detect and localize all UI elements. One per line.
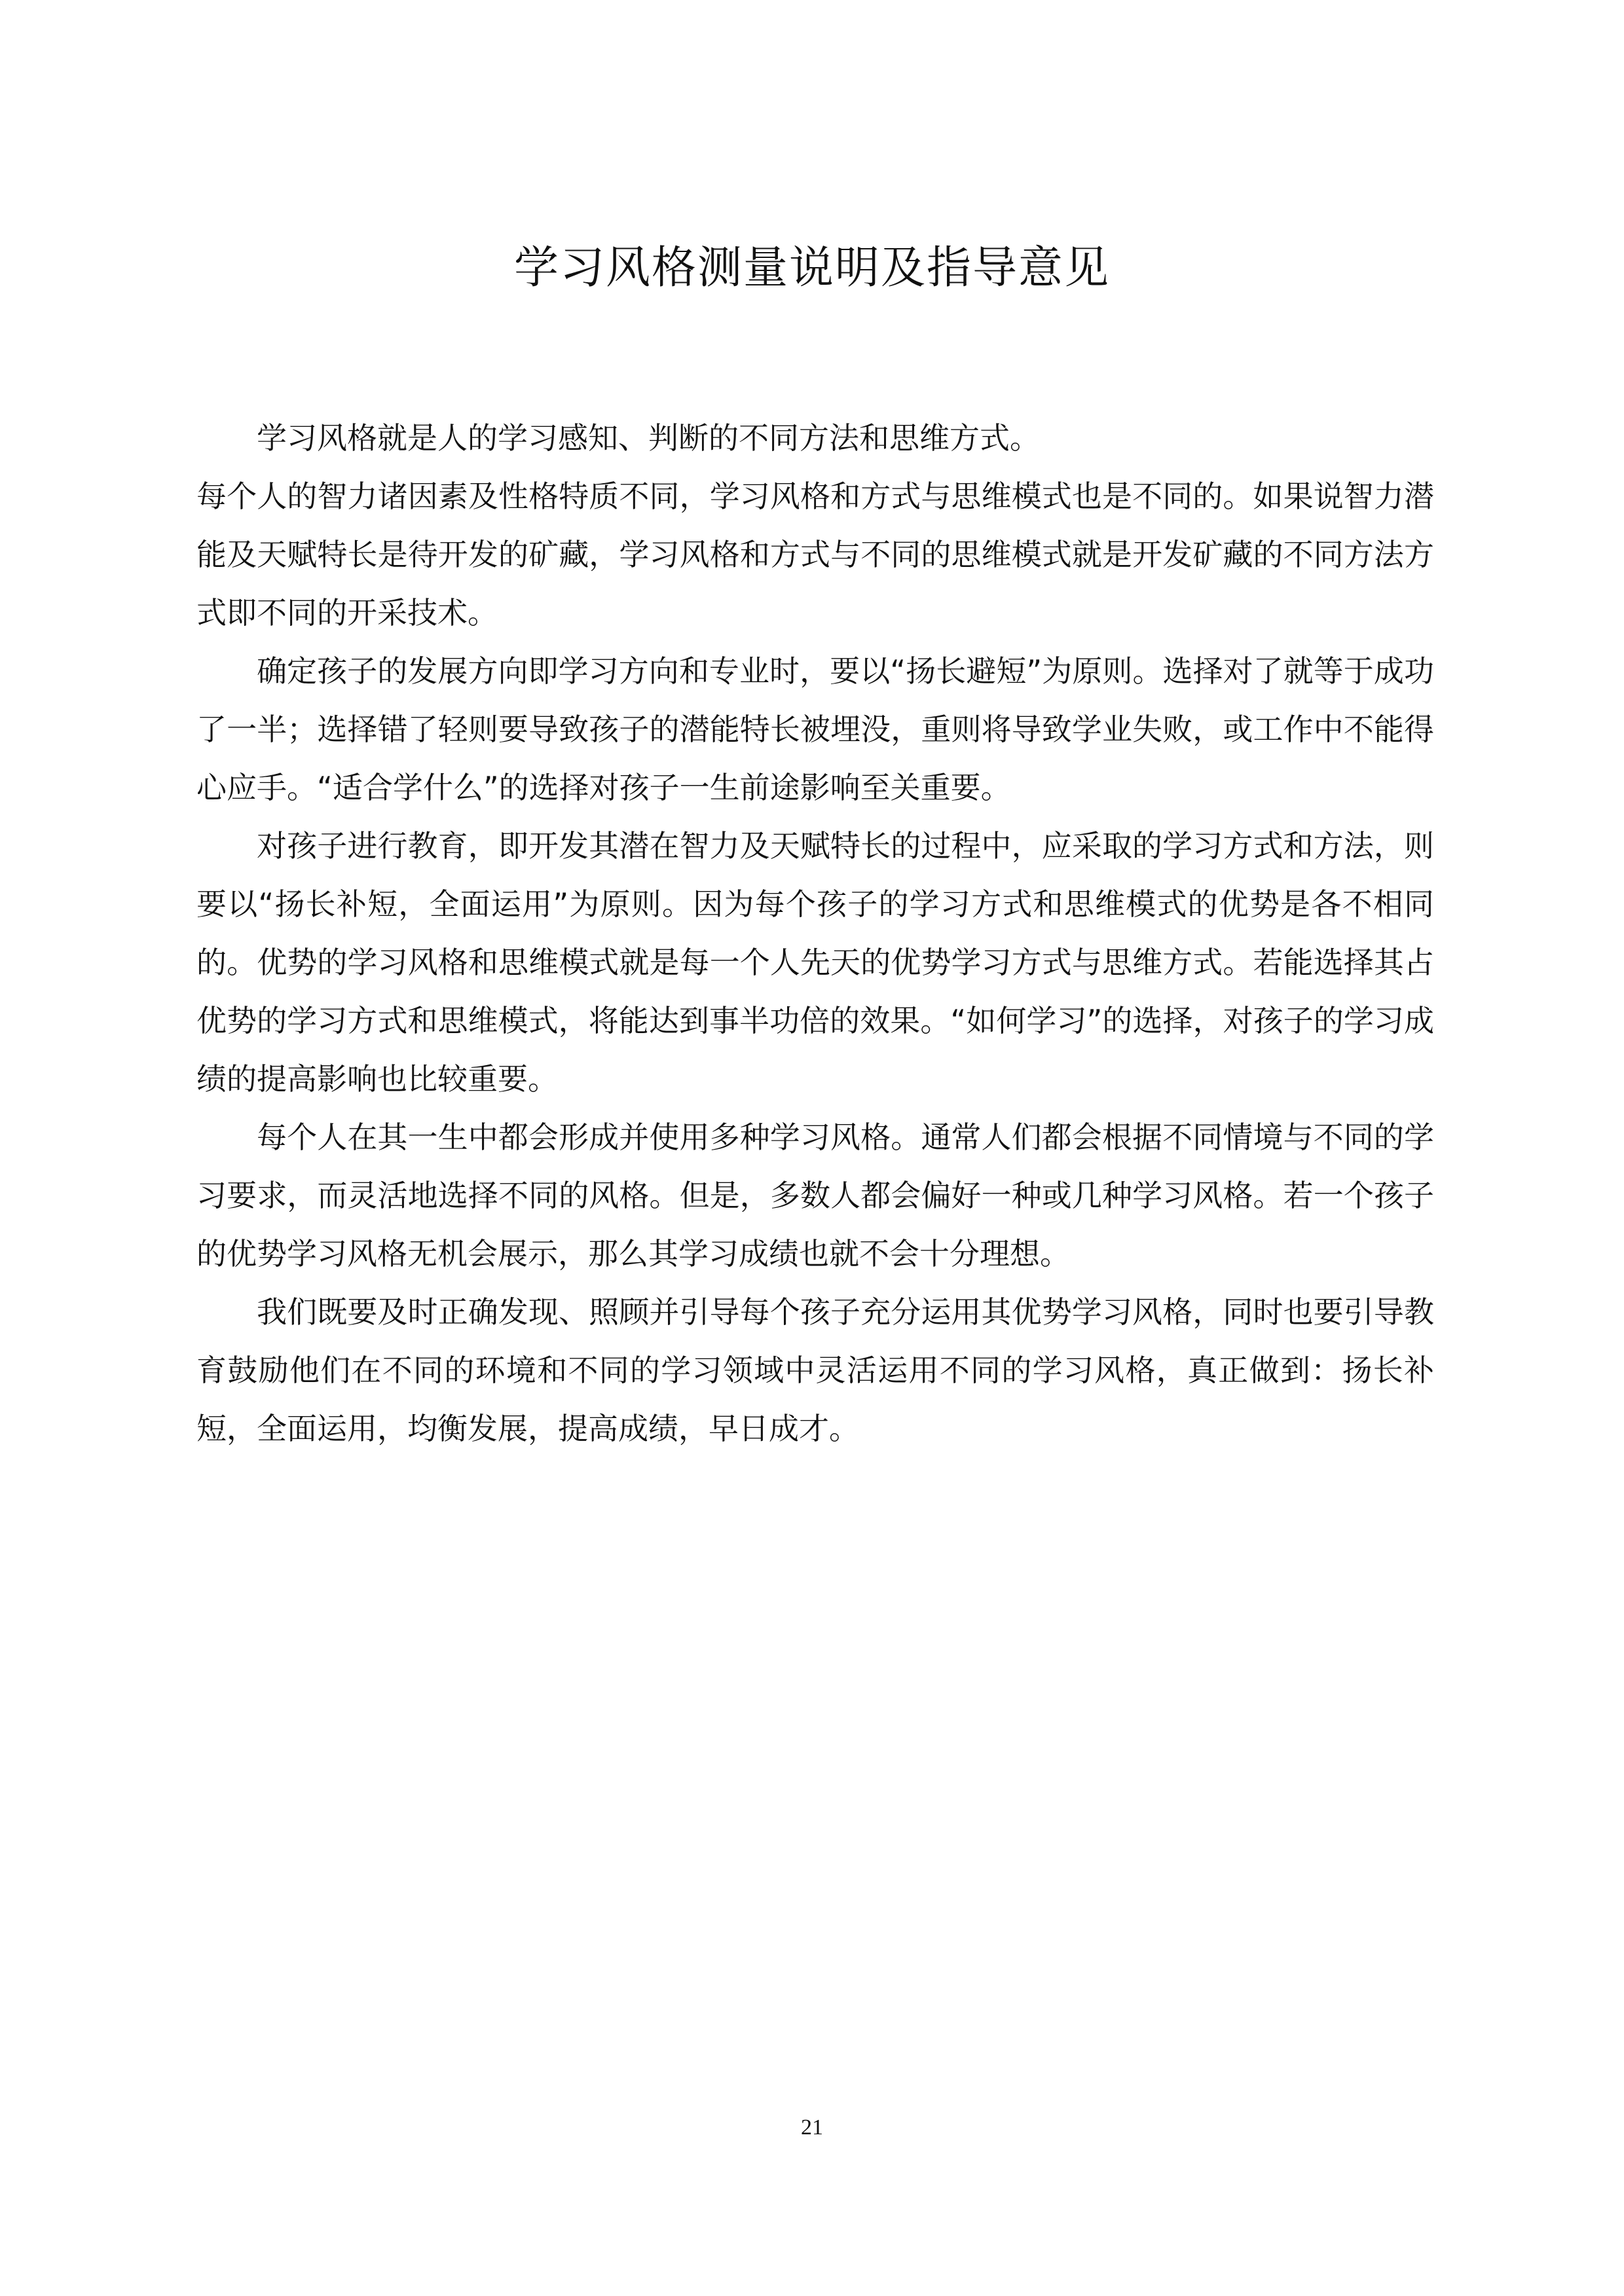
paragraph-styles: 每个人在其一生中都会形成并使用多种学习风格。通常人们都会根据不同情境与不同的学习要求，而灵活地选择不同的风格。但是，多数人都会偏好一种或几种学习风格。若一个孩子的优势学习风格无机会展示，那么其学习成绩也就不会十分理想。 — [196, 1120, 1434, 1271]
direction-principle-text: 确定孩子的发展方向即学习方向和专业时，要以“扬长避短”为原则 — [257, 653, 1133, 689]
guidance-detail-text: 我们既要及时正确发现、照顾并引导每个孩子充分运用其优势学习风格，同时也要引导教育鼓励他们在不同的环境和不同的学习领域中灵活运用不同的学习风格，真正做到： — [196, 1294, 1434, 1388]
education-principle-text: 对孩子进行教育，即开发其潜在智力及天赋特长的过程中，应采取的学习方式和方法，则要以“扬长补短，全面运用”为原则 — [196, 828, 1434, 922]
guidance-conclusion-text: 扬长补短，全面运用，均衡发展，提高成绩，早日成才。 — [196, 1353, 1435, 1446]
paragraph-direction — [196, 642, 1434, 817]
direction-conclusion-text: “适合学什么”的选择对孩子一生前途影响至关重要。 — [317, 770, 1011, 805]
direction-detail-text: 。选择对了就等于成功了一半；选择错了轻则要导致孩子的潜能特长被埋没，重则将导致学业失败，或工作中不能得心应手。 — [196, 653, 1434, 805]
page-title: 学习风格测量说明及指导意见 — [513, 242, 1110, 294]
paragraph-guidance — [196, 1283, 1434, 1458]
paragraph-education — [196, 817, 1434, 1108]
paragraph-intelligence: 每个人的智力诸因素及性格特质不同，学习风格和方式与思维模式也是不同的。如果说智力潜能及天赋特长是待开发的矿藏，学习风格和方式与不同的思维模式就是开发矿藏的不同方法方式即不同的开采技术。 — [196, 479, 1434, 630]
education-detail-text: 。因为每个孩子的学习方式和思维模式的优势是各不相同的。优势的学习风格和思维模式就是每一个人先天的优势学习方式与思维方式。若能选择其占优势的学习方式和思维模式，将能达到事半功倍的效果。 — [196, 886, 1434, 1038]
paragraph-definition: 学习风格就是人的学习感知、判断的不同方法和思维方式。 — [257, 420, 1040, 456]
document-body — [196, 409, 1434, 1458]
page-number: 21 — [801, 2115, 823, 2140]
education-conclusion-text: “如何学习”的选择，对孩子的学习成绩的提高影响也比较重要。 — [196, 1003, 1434, 1097]
